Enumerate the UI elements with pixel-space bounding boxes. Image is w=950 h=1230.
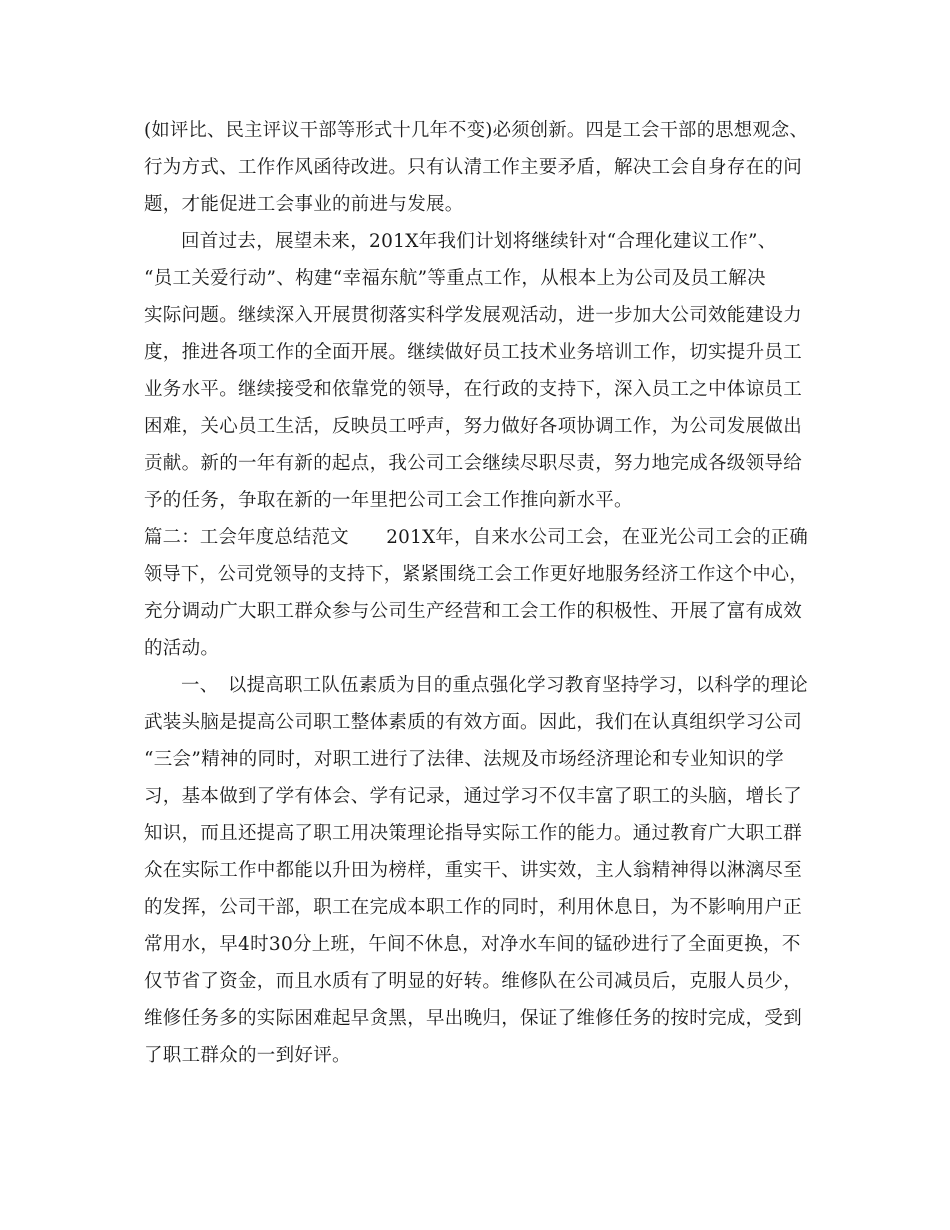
text-line: 众在实际工作中都能以升田为榜样，重实干、讲实效，主人翁精神得以淋漓尽至 — [144, 860, 803, 881]
text-line: 充分调动广大职工群众参与公司生产经营和工会工作的积极性、开展了富有成效 — [144, 601, 803, 622]
text-line: “员工关爱行动”、构建“幸福东航”等重点工作，从根本上为公司及员工解决 — [144, 268, 766, 289]
text-line: 习，基本做到了学有体会、学有记录，通过学习不仅丰富了职工的头脑，增长了 — [144, 786, 803, 807]
text-line: 行为方式、工作作风函待改进。只有认清工作主要矛盾，解决工会自身存在的问 — [144, 157, 803, 178]
text-line: 仅节省了资金，而且水质有了明显的好转。维修队在公司减员后，克服人员少， — [144, 971, 803, 992]
text-line: 常用水，早4时30分上班，午间不休息，对净水车间的锰砂进行了全面更换，不 — [144, 934, 801, 955]
text-line: 了职工群众的一到好评。 — [144, 1045, 351, 1066]
text-line: “三会”精神的同时，对职工进行了法律、法规及市场经济理论和专业知识的学 — [144, 749, 784, 770]
text-line: 的活动。 — [144, 638, 220, 659]
text-line: 回首过去，展望未来，201X年我们计划将继续针对“合理化建议工作”、 — [181, 231, 777, 252]
text-line: 实际问题。继续深入开展贯彻落实科学发展观活动，进一步加大公司效能建设力 — [144, 305, 803, 326]
text-line: 武装头脑是提高公司职工整体素质的有效方面。因此，我们在认真组织学习公司 — [144, 712, 803, 733]
text-line: 业务水平。继续接受和依靠党的领导，在行政的支持下，深入员工之中体谅员工 — [144, 379, 803, 400]
text-line: 困难，关心员工生活，反映员工呼声，努力做好各项协调工作，为公司发展做出 — [144, 416, 803, 437]
text-line: 领导下，公司党领导的支持下，紧紧围绕工会工作更好地服务经济工作这个中心， — [144, 564, 808, 585]
text-line: 贡献。新的一年有新的起点，我公司工会继续尽职尽责，努力地完成各级领导给 — [144, 453, 803, 474]
section-heading-line: 篇二：工会年度总结范文 201X年，自来水公司工会，在亚光公司工会的正确 — [144, 527, 809, 548]
text-line: 予的任务，争取在新的一年里把公司工会工作推向新水平。 — [144, 490, 633, 511]
text-line: 维修任务多的实际困难起早贪黑，早出晚归，保证了维修任务的按时完成，受到 — [144, 1008, 803, 1029]
text-line: 度，推进各项工作的全面开展。继续做好员工技术业务培训工作，切实提升员工 — [144, 342, 803, 363]
text-line: 一、 以提高职工队伍素质为目的重点强化学习教育坚持学习，以科学的理论 — [181, 675, 808, 696]
text-line: 知识，而且还提高了职工用决策理论指导实际工作的能力。通过教育广大职工群 — [144, 823, 803, 844]
text-line: 的发挥，公司干部，职工在完成本职工作的同时，利用休息日，为不影响用户正 — [144, 897, 803, 918]
text-line: 题，才能促进工会事业的前进与发展。 — [144, 194, 464, 215]
text-line: (如评比、民主评议干部等形式十几年不变)必须创新。四是工会干部的思想观念、 — [144, 120, 809, 141]
